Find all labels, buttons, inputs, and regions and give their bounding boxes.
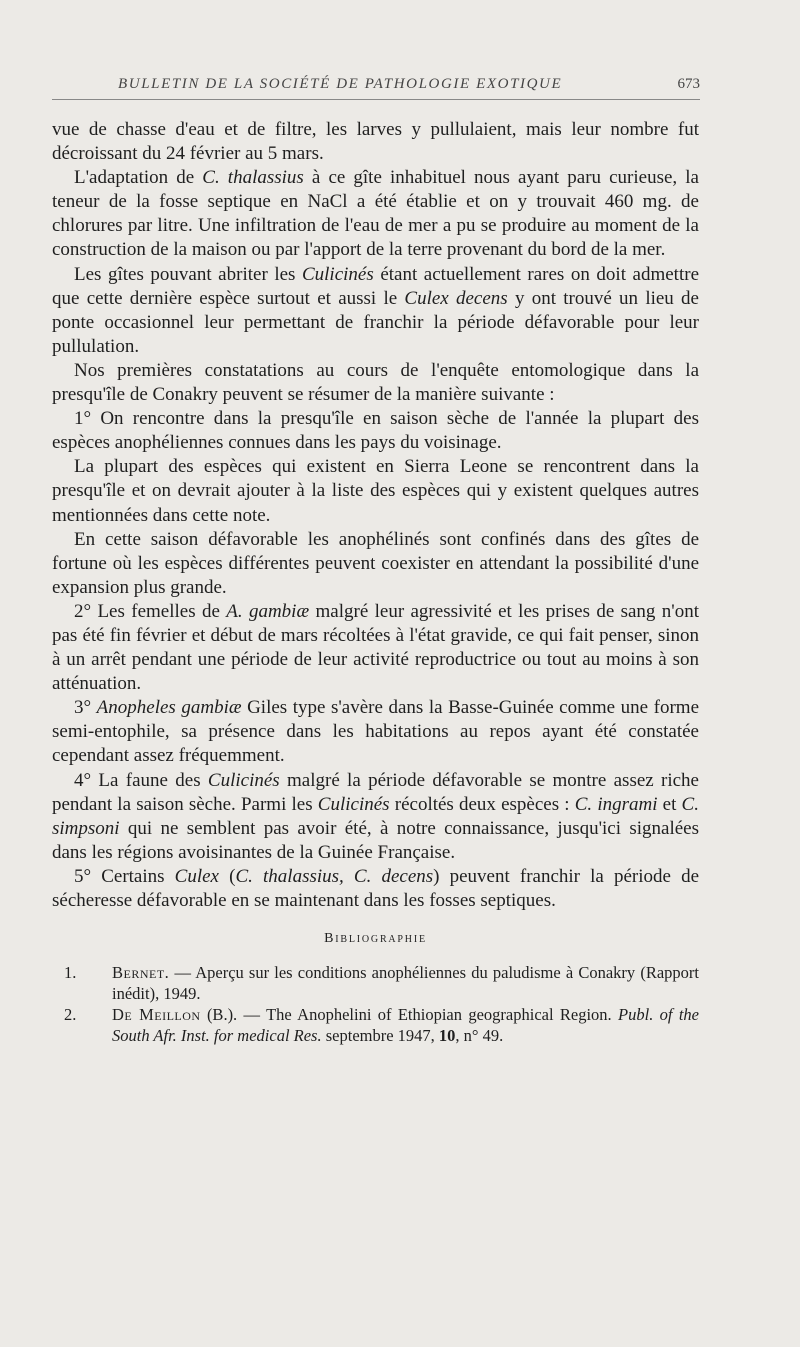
text-run: qui ne semblent pas avoir été, à notre connaissance, jusqu'ici signalées dans les régions avoisinantes de la Guinée Française. <box>52 817 699 863</box>
italic-term: C. simpsoni <box>52 793 699 839</box>
italic-term: Culex decens <box>404 287 508 309</box>
bibliography-list <box>52 963 699 1046</box>
paragraph <box>52 696 699 768</box>
text-run: malgré leur agressivité et les prises de sang n'ont pas été fin février et début de mars récoltées à l'état gravide, ce qui fait penser, sinon à un arrêt pendant une période de leur activité reproductrice ou tout au moins à son atténuation. <box>52 600 699 695</box>
paragraph <box>52 769 699 865</box>
page-number: 673 <box>677 76 700 92</box>
italic-term: C. thalassius, C. decens <box>235 865 434 887</box>
text-run: ( <box>219 865 236 887</box>
text-run: 5° Certains <box>74 865 175 887</box>
bibliography-entry <box>52 1005 699 1046</box>
italic-term: C. ingrami <box>574 793 658 815</box>
paragraph <box>52 865 699 913</box>
italic-term: Culicinés <box>207 769 280 791</box>
entry-number: 2. <box>64 1005 77 1025</box>
text-run: 3° <box>74 697 97 719</box>
bibliography-entry <box>52 963 699 1004</box>
running-header <box>118 72 700 100</box>
paragraph <box>52 263 699 359</box>
entry-text: septembre 1947, <box>321 1025 439 1045</box>
text-run: Giles type s'avère dans la Basse-Guinée comme une forme semi-entophile, sa présence dans les habitations au repos ayant été constatée cependant assez fréquemment. <box>52 697 699 767</box>
bibliography-title: Bibliographie <box>324 931 427 947</box>
text-run: y ont trouvé un lieu de ponte occasionnel leur permettant de franchir la période défavorable pour leur pullulation. <box>52 287 699 357</box>
paragraph: Nos premières constatations au cours de l'enquête entomologique dans la presqu'île de Conakry peuvent se résumer de la manière suivante : <box>52 359 699 406</box>
text-run: L'adaptation de <box>74 167 203 189</box>
entry-volume: 10 <box>438 1025 456 1045</box>
text-run: récoltés deux espèces : <box>389 793 575 815</box>
italic-term: Culicinés <box>317 793 390 815</box>
text-run: 4° La faune des <box>74 769 208 791</box>
running-title: BULLETIN DE LA SOCIÉTÉ DE PATHOLOGIE EXOTIQUE <box>118 76 563 92</box>
header-rule <box>52 99 700 100</box>
italic-term: C. thalassius <box>202 167 304 189</box>
entry-author: Bernet. <box>112 963 170 983</box>
paragraph <box>52 166 699 262</box>
text-run: à ce gîte inhabituel nous ayant paru curieuse, la teneur de la fosse septique en NaCl a été établie et on y trouvait 460 mg. de chlorures par litre. Une infiltration de l'eau de mer a pu se produire au moment de la construction de la maison ou par l'apport de la terre provenant du bord de la mer. <box>52 167 699 261</box>
text-run: étant actuellement rares on doit admettre que cette dernière espèce surtout et aussi le <box>52 263 699 309</box>
entry-journal: Publ. of the South Afr. Inst. for medical Res. <box>112 1005 700 1045</box>
italic-term: Anopheles gambiæ <box>96 697 242 719</box>
entry-text: , n° 49. <box>455 1025 504 1045</box>
paragraph <box>52 600 699 696</box>
paragraph: 1° On rencontre dans la presqu'île en saison sèche de l'année la plupart des espèces anophéliennes connues dans les pays du voisinage. <box>52 408 699 454</box>
italic-term: Culicinés <box>301 263 374 285</box>
text-run: malgré la période défavorable se montre assez riche pendant la saison sèche. Parmi les <box>52 769 699 815</box>
entry-text: (B.). — The Anophelini of Ethiopian geographical Region. <box>200 1005 619 1025</box>
text-run: et <box>657 793 682 815</box>
entry-text: — Aperçu sur les conditions anophéliennes du paludisme à Conakry (Rapport inédit), 1949. <box>112 963 699 1003</box>
paragraph: En cette saison défavorable les anophélinés sont confinés dans des gîtes de fortune où les espèces différentes peuvent coexister en attendant la possibilité d'une expansion plus grande. <box>52 528 699 598</box>
paragraph: vue de chasse d'eau et de filtre, les larves y pullulaient, mais leur nombre fut décroissant du 24 février au 5 mars. <box>52 119 699 165</box>
text-run: 2° Les femelles de <box>74 600 227 622</box>
italic-term: Culex <box>174 865 219 887</box>
italic-term: A. gambiæ <box>226 600 310 622</box>
entry-number: 1. <box>64 963 77 983</box>
text-run: ) peuvent franchir la période de sécheresse défavorable en se maintenant dans les fosses septiques. <box>52 865 700 911</box>
text-run: Les gîtes pouvant abriter les <box>74 263 302 285</box>
body-text <box>52 118 699 1047</box>
entry-author: De Meillon <box>112 1005 201 1025</box>
paragraph: La plupart des espèces qui existent en Sierra Leone se rencontrent dans la presqu'île et on devrait ajouter à la liste des espèces qui y existent quelques autres mentionnées dans cette note. <box>52 456 699 526</box>
